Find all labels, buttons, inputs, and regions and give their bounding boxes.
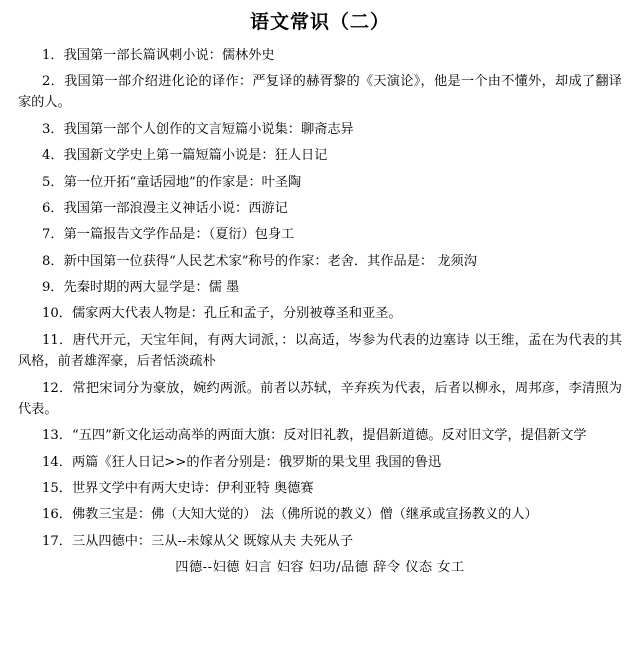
paragraph-17: 17．三从四德中：三从--未嫁从父 既嫁从夫 夫死从子 bbox=[42, 533, 354, 549]
paragraph-9: 9．先秦时期的两大显学是：儒 墨 bbox=[42, 280, 240, 296]
page-title: 语文常识（二） bbox=[249, 11, 390, 33]
paragraph-3: 3．我国第一部个人创作的文言短篇小说集：聊斋志异 bbox=[42, 121, 354, 137]
paragraph-7: 7．第一篇报告文学作品是：（夏衍）包身工 bbox=[42, 227, 295, 243]
paragraph-4: 4．我国新文学史上第一篇短篇小说是：狂人日记 bbox=[42, 148, 328, 164]
paragraph-2: 2．我国第一部介绍进化论的译作：严复译的赫胥黎的《天演论》，他是一个由不懂外，却成了翻译家的人。 bbox=[18, 74, 622, 111]
document-body bbox=[18, 45, 622, 579]
paragraph-12: 12．常把宋词分为豪放，婉约两派。前者以苏轼，辛弃疾为代表，后者以柳永，周邦彦，李清照为代表。 bbox=[18, 380, 622, 417]
paragraph-6: 6．我国第一部浪漫主义神话小说：西游记 bbox=[42, 200, 288, 216]
paragraph-14: 14．两篇《狂人日记>>的作者分别是：俄罗斯的果戈里 我国的鲁迅 bbox=[42, 454, 442, 470]
paragraph-11: 11．唐代开元，天宝年间，有两大词派，：以高适，岑参为代表的边塞诗 以王维，孟在为代表的其风格，前者雄浑豪，后者恬淡疏朴 bbox=[18, 332, 622, 370]
paragraph-10: 10．儒家两大代表人物是：孔丘和孟子，分别被尊圣和亚圣。 bbox=[42, 306, 402, 322]
paragraph-13: 13．“五四”新文化运动高举的两面大旗：反对旧礼教，提倡新道德。反对旧文学，提倡新文学 bbox=[42, 428, 587, 444]
paragraph-1: 1．我国第一部长篇讽刺小说：儒林外史 bbox=[42, 47, 275, 63]
paragraph-8: 8．新中国第一位获得“人民艺术家”称号的作家：老舍．其作品是： 龙须沟 bbox=[42, 253, 477, 269]
paragraph-5: 5．第一位开拓“童话园地”的作家是：叶圣陶 bbox=[42, 174, 302, 190]
footer-line: 四德--妇德 妇言 妇容 妇功/品德 辞令 仪态 女工 bbox=[175, 560, 465, 576]
paragraph-15: 15．世界文学中有两大史诗：伊利亚特 奥德赛 bbox=[42, 481, 314, 497]
paragraph-16: 16．佛教三宝是：佛（大知大觉的） 法（佛所说的教义）僧（继承或宣扬教义的人） bbox=[42, 507, 538, 523]
